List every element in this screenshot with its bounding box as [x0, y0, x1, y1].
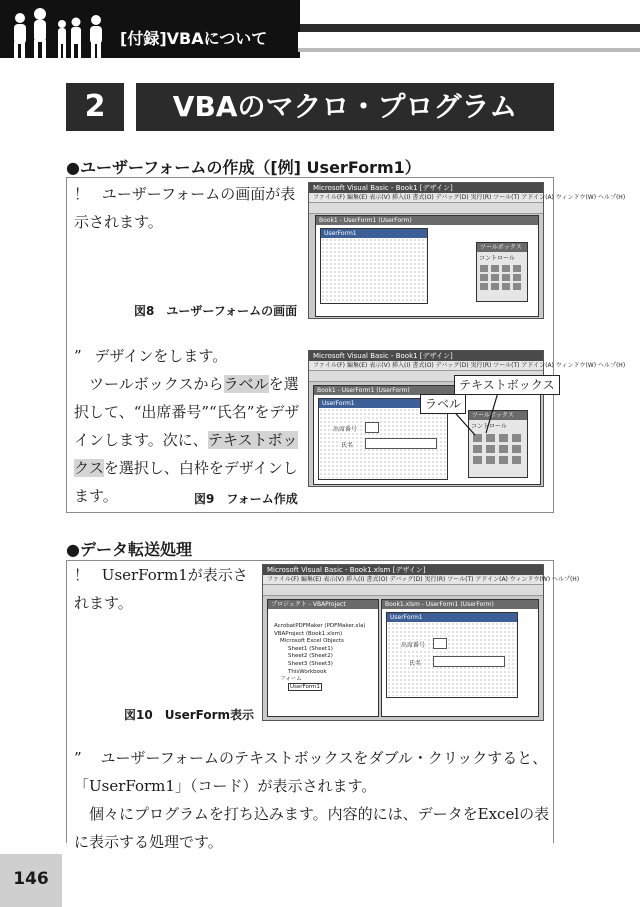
project-tree — [268, 609, 378, 691]
form-textbox-name — [433, 656, 505, 667]
toolbox-tab: コントロール — [479, 255, 515, 262]
chapter-number: 2 — [66, 83, 124, 131]
step-paragraph: 個々にプログラムを打ち込みます。内容的には、データをExcelの表に表示する処理です。 — [74, 805, 550, 851]
toolbox-title: ツールボックス — [477, 243, 527, 252]
tree-item[interactable]: ThisWorkbook — [288, 668, 327, 675]
callout-arrows — [309, 351, 543, 486]
form-label-name: 氏名 — [409, 660, 422, 667]
tree-item[interactable]: Sheet1 (Sheet1) — [288, 645, 333, 652]
header-rule — [298, 48, 640, 52]
toolbar — [263, 585, 543, 596]
tree-item[interactable]: AcrobatPDFMaker (PDFMaker.xla) — [274, 623, 366, 629]
step-text: UserForm1が表示されます。 — [74, 566, 248, 612]
userform-window — [381, 599, 539, 717]
menu-bar: ファイル(F) 編集(E) 表示(V) 挿入(I) 書式(O) デバッグ(D) 実行(R) ツール(T) アドイン(A) ウィンドウ(W) ヘルプ(H) — [309, 193, 543, 203]
window-titlebar: Microsoft Visual Basic - Book1 [デザイン] — [309, 183, 543, 193]
form-label-number: 出席番号 — [333, 426, 358, 433]
toolbox-title: ツールボックス — [469, 411, 527, 420]
form-grid — [387, 622, 517, 696]
section2-step1 — [74, 561, 260, 617]
inner-window-title: Book1 - UserForm1 (UserForm) — [314, 386, 540, 395]
form-grid — [321, 238, 427, 302]
highlight-textbox: テキストボックス — [74, 431, 298, 477]
callout-label: ラベル — [420, 394, 466, 414]
chapter-title: VBAのマクロ・プログラム — [136, 83, 554, 131]
section1-step1 — [74, 180, 302, 236]
tree-item[interactable]: フォーム — [280, 676, 302, 683]
section1-step2 — [74, 342, 300, 510]
step-text: ツールボックスから — [89, 375, 224, 393]
form-title: UserForm1 — [319, 399, 447, 408]
page-number: 146 — [0, 854, 62, 907]
page-header — [0, 0, 640, 58]
form-title: UserForm1 — [321, 229, 427, 238]
form-textbox-number — [433, 638, 447, 649]
step-line: デザインをします。 — [94, 347, 228, 365]
window-titlebar: Microsoft Visual Basic - Book1.xlsm [デザイン] — [263, 565, 543, 575]
step-text: を選択し、白枠をデザインします。 — [74, 459, 298, 505]
tree-item[interactable]: VBAProject (Book1.xlsm) — [274, 630, 343, 637]
silhouette-people-icon — [0, 0, 120, 58]
figure8-caption: 図8 ユーザーフォームの画面 — [134, 304, 298, 318]
inner-window-title: Book1 - UserForm1 (UserForm) — [316, 216, 538, 225]
toolbox-tab: コントロール — [471, 423, 507, 430]
toolbox-window — [476, 242, 528, 302]
figure10-screenshot — [262, 564, 580, 721]
step-mark: ” — [74, 749, 82, 767]
step-mark: ！ — [74, 185, 90, 203]
form-label-number: 出席番号 — [401, 642, 426, 649]
figure10-caption: 図10 UserForm表示 — [124, 708, 255, 722]
tree-item-selected[interactable]: UserForm1 — [290, 683, 320, 690]
toolbox-controls — [477, 263, 527, 292]
userform-window — [315, 215, 539, 317]
section2-step2 — [74, 744, 550, 856]
section1-heading: ●ユーザーフォームの作成（[例] UserForm1） — [66, 158, 421, 177]
toolbar — [309, 203, 543, 214]
form-label-name: 氏名 — [341, 442, 354, 449]
tree-item[interactable]: Sheet3 (Sheet3) — [288, 660, 333, 667]
section2-heading: ●データ転送処理 — [66, 540, 192, 559]
step-text: ユーザーフォームの画面が表示されます。 — [74, 185, 296, 231]
header-title: [付録]VBAについて — [120, 29, 268, 48]
userform-designer — [386, 612, 518, 698]
step-text: を選択して、“出席番号”“氏名”をデザインします。次に、 — [74, 375, 300, 449]
step-mark: ” — [74, 347, 82, 365]
userform-designer — [320, 228, 428, 304]
menu-bar: ファイル(F) 編集(E) 表示(V) 挿入(I) 書式(O) デバッグ(D) 実行(R) ツール(T) アドイン(A) ウィンドウ(W) ヘルプ(H) — [309, 361, 543, 371]
menu-bar: ファイル(F) 編集(E) 表示(V) 挿入(I) 書式(O) デバッグ(D) 実行(R) ツール(T) アドイン(A) ウィンドウ(W) ヘルプ(H) — [263, 575, 543, 585]
highlight-label: ラベル — [223, 375, 269, 393]
inner-window-title: Book1.xlsm - UserForm1 (UserForm) — [382, 600, 538, 609]
figure9-screenshot — [308, 350, 626, 487]
callout-textbox: テキストボックス — [454, 375, 560, 395]
tree-item[interactable]: Sheet2 (Sheet2) — [288, 653, 333, 660]
tree-item[interactable]: Microsoft Excel Objects — [280, 638, 344, 645]
form-title: UserForm1 — [387, 613, 517, 622]
figure8-screenshot — [308, 182, 626, 319]
step-mark: ！ — [74, 566, 90, 584]
step-text: ユーザーフォームのテキストボックスをダブル・クリックすると、「UserForm1」（コード）が表示されます。 — [74, 749, 548, 795]
project-explorer — [267, 599, 379, 717]
project-title: プロジェクト - VBAProject — [268, 600, 378, 609]
window-titlebar: Microsoft Visual Basic - Book1 [デザイン] — [309, 351, 543, 361]
figure9-caption: 図9 フォーム作成 — [194, 492, 298, 506]
